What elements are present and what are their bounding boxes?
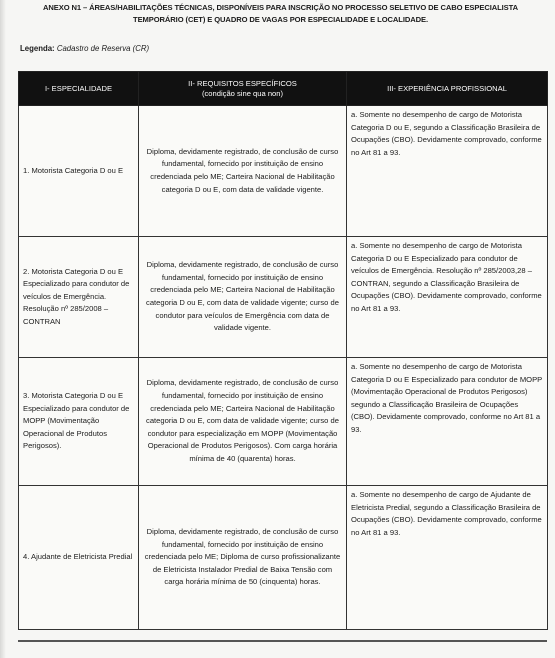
table-header-row [19, 72, 548, 106]
cell-experiencia: a. Somente no desempenho de cargo de Ajudante de Eletricista Predial, segundo a Classificação Brasileira de Ocupações (CBO). Devidamente comprovado, conforme no Art 81 a 93. [347, 486, 548, 630]
cell-requisitos: Diploma, devidamente registrado, de conclusão de curso fundamental, fornecido por instituição de ensino credenciada pelo ME; Diploma de curso profissionalizante de Eletricista Instalador Predial de Baixa Tensão com carga horária mínima de 50 (cinquenta) horas. [139, 486, 347, 630]
header-experiencia: III- EXPERIÊNCIA PROFISSIONAL [347, 72, 548, 106]
table-row [19, 358, 548, 486]
legend-value: Cadastro de Reserva (CR) [56, 44, 150, 53]
cell-experiencia: a. Somente no desempenho de cargo de Motorista Categoria D ou E Especializado para condutor de MOPP (Movimentação Operacional de Produtos Perigosos) segundo a Classificação Brasileira de Ocupações (CBO). Devidamente comprovado, conforme no Art 81 a 93. [347, 358, 548, 486]
cell-especialidade: 2. Motorista Categoria D ou E Especializado para condutor de veículos de Emergência. Resolução nº 285/2008 – CONTRAN [19, 237, 139, 358]
cell-requisitos: Diploma, devidamente registrado, de conclusão de curso fundamental, fornecido por instituição de ensino credenciada pelo ME; Carteira Nacional de Habilitação categoria D ou E, com data de validade vigente; curso de condutor para veículos de Emergência com data de validade vigente. [139, 237, 347, 358]
cell-requisitos: Diploma, devidamente registrado, de conclusão de curso fundamental, fornecido por instituição de ensino credenciada pelo ME; Carteira Nacional de Habilitação categoria D ou E, com data de validade vigente. [139, 106, 347, 237]
cell-especialidade: 1. Motorista Categoria D ou E [19, 106, 139, 237]
header-requisitos-title: II- REQUISITOS ESPECÍFICOS [188, 78, 297, 88]
cell-especialidade: 3. Motorista Categoria D ou E Especializado para condutor de MOPP (Movimentação Operacional de Produtos Perigosos). [19, 358, 139, 486]
cell-experiencia: a. Somente no desempenho de cargo de Motorista Categoria D ou E Especializado para condutor de veículos de Emergência. Resolução nº 285/2003,28 – CONTRAN, segundo a Classificação Brasileira de Ocupações (CBO). Devidamente comprovado, conforme no Art 81 a 93. [347, 237, 548, 358]
cell-requisitos: Diploma, devidamente registrado, de conclusão de curso fundamental, fornecido por instituição de ensino credenciada pelo ME; Carteira Nacional de Habilitação categoria D ou E, com data de validade vigente; curso de condutor para especialização em MOPP (Movimentação Operacional de Produtos Perigosos). Com carga horária mínima de 40 (quarenta) horas. [139, 358, 347, 486]
requirements-table [18, 71, 548, 630]
table-row [19, 486, 548, 630]
header-especialidade: I- ESPECIALIDADE [19, 72, 139, 106]
bottom-divider [18, 640, 547, 642]
cell-experiencia: a. Somente no desempenho de cargo de Motorista Categoria D ou E, segundo a Classificação Brasileira de Ocupações (CBO). Devidamente comprovado, conforme no Art 81 a 93. [347, 106, 548, 237]
header-requisitos-subtitle: (condição sine qua non) [201, 88, 284, 98]
legend [20, 44, 149, 54]
legend-label: Legenda: [20, 44, 55, 53]
table-row [19, 237, 548, 358]
header-requisitos [139, 72, 347, 106]
table-row [19, 106, 548, 237]
cell-especialidade: 4. Ajudante de Eletricista Predial [19, 486, 139, 630]
page-shadow [0, 0, 6, 658]
document-title: ANEXO N1 – ÁREAS/HABILITAÇÕES TÉCNICAS, DISPONÍVEIS PARA INSCRIÇÃO NO PROCESSO SELETIVO DE CABO ESPECIALISTA TEMPORÁRIO (CET) E QUADRO DE VAGAS POR ESPECIALIDADE E LOCALIDADE. [43, 3, 518, 24]
